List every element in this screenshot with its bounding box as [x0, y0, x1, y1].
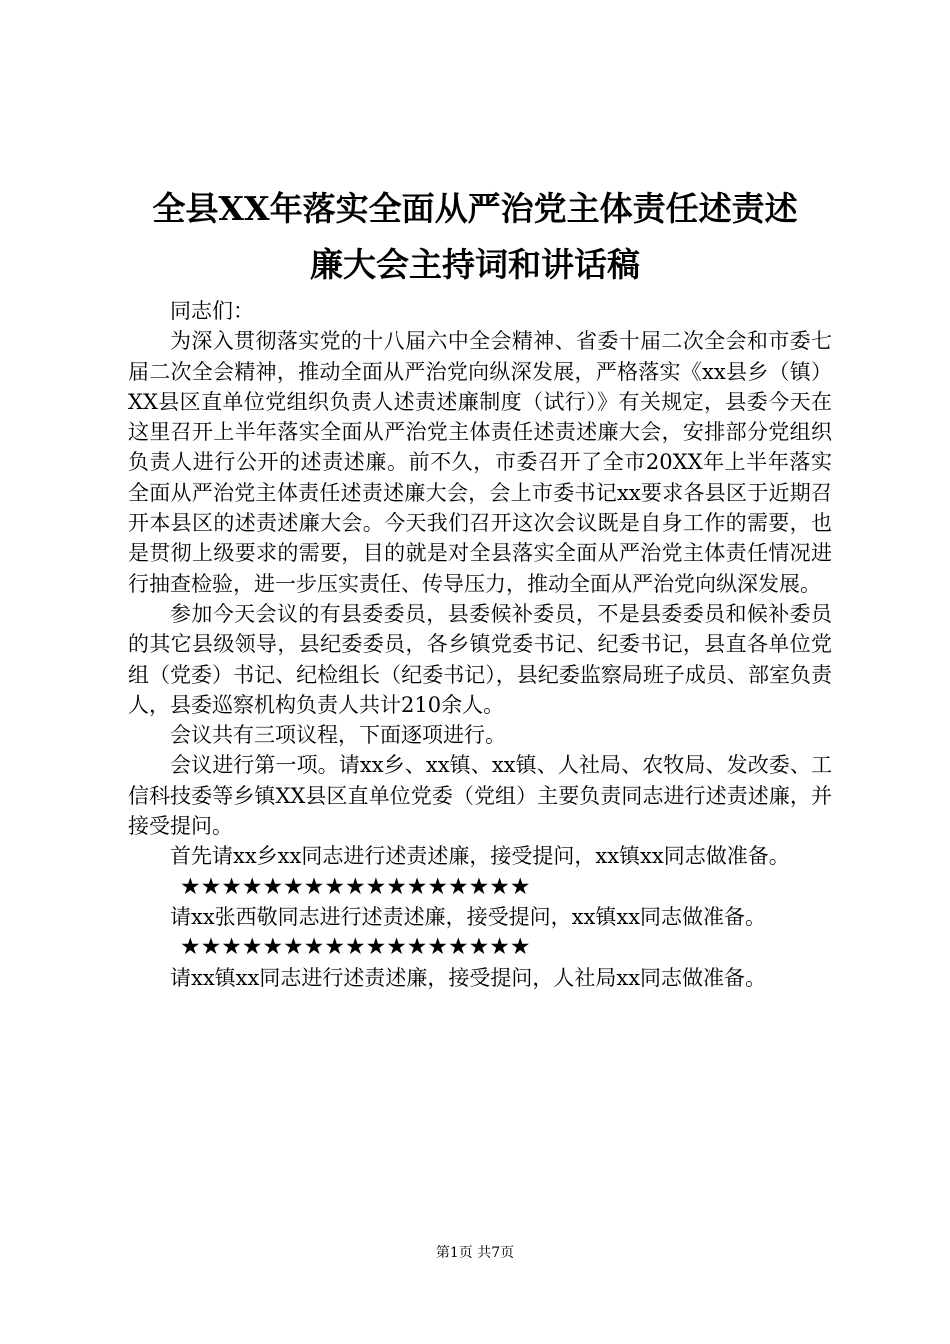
document-title: [120, 181, 830, 293]
paragraph-attendees: 参加今天会议的有县委委员，县委候补委员，不是县委委员和候补委员的其它县级领导，县纪委委员，各乡镇党委书记、纪委书记，县直各单位党组（党委）书记、纪检组长（纪委书记），县纪委监察局班子成员、部室负责人，县委巡察机构负责人共计210余人。: [128, 601, 832, 717]
paragraph-third-speaker: 请xx镇xx同志进行述责述廉，接受提问，人社局xx同志做准备。: [170, 965, 767, 990]
document-body: [128, 296, 832, 993]
star-separator-2: ★★★★★★★★★★★★★★★★★: [180, 934, 531, 961]
paragraph-item-one: 会议进行第一项。请xx乡、xx镇、xx镇、人社局、农牧局、发改委、工信科技委等乡镇XX县区直单位党委（党组）主要负责同志进行述责述廉，并接受提问。: [128, 753, 832, 839]
salutation: 同志们：: [170, 299, 254, 323]
paragraph-agenda: 会议共有三项议程，下面逐项进行。: [170, 723, 506, 748]
title-line-2: 廉大会主持词和讲话稿: [310, 245, 640, 284]
star-separator-1: ★★★★★★★★★★★★★★★★★: [180, 873, 531, 900]
paragraph-intro: 为深入贯彻落实党的十八届六中全会精神、省委十届二次全会和市委七届二次全会精神，推动全面从严治党向纵深发展，严格落实《xx县乡（镇）XX县区直单位党组织负责人述责述廉制度（试行）》有关规定，县委今天在这里召开上半年落实全面从严治党主体责任述责述廉大会，安排部分党组织负责人进行公开的述责述廉。前不久，市委召开了全市20XX年上半年落实全面从严治党主体责任述责述廉大会，会上市委书记xx要求各县区于近期召开本县区的述责述廉大会。今天我们召开这次会议既是自身工作的需要，也是贯彻上级要求的需要，目的就是对全县落实全面从严治党主体责任情况进行抽查检验，进一步压实责任、传导压力，推动全面从严治党向纵深发展。: [128, 329, 832, 596]
title-line-1: 全县XX年落实全面从严治党主体责任述责述: [152, 189, 798, 228]
paragraph-second-speaker: 请xx张西敬同志进行述责述廉，接受提问，xx镇xx同志做准备。: [170, 904, 767, 929]
paragraph-first-speaker: 首先请xx乡xx同志进行述责述廉，接受提问，xx镇xx同志做准备。: [170, 844, 790, 869]
page-footer: 第1页 共7页: [435, 1245, 515, 1261]
